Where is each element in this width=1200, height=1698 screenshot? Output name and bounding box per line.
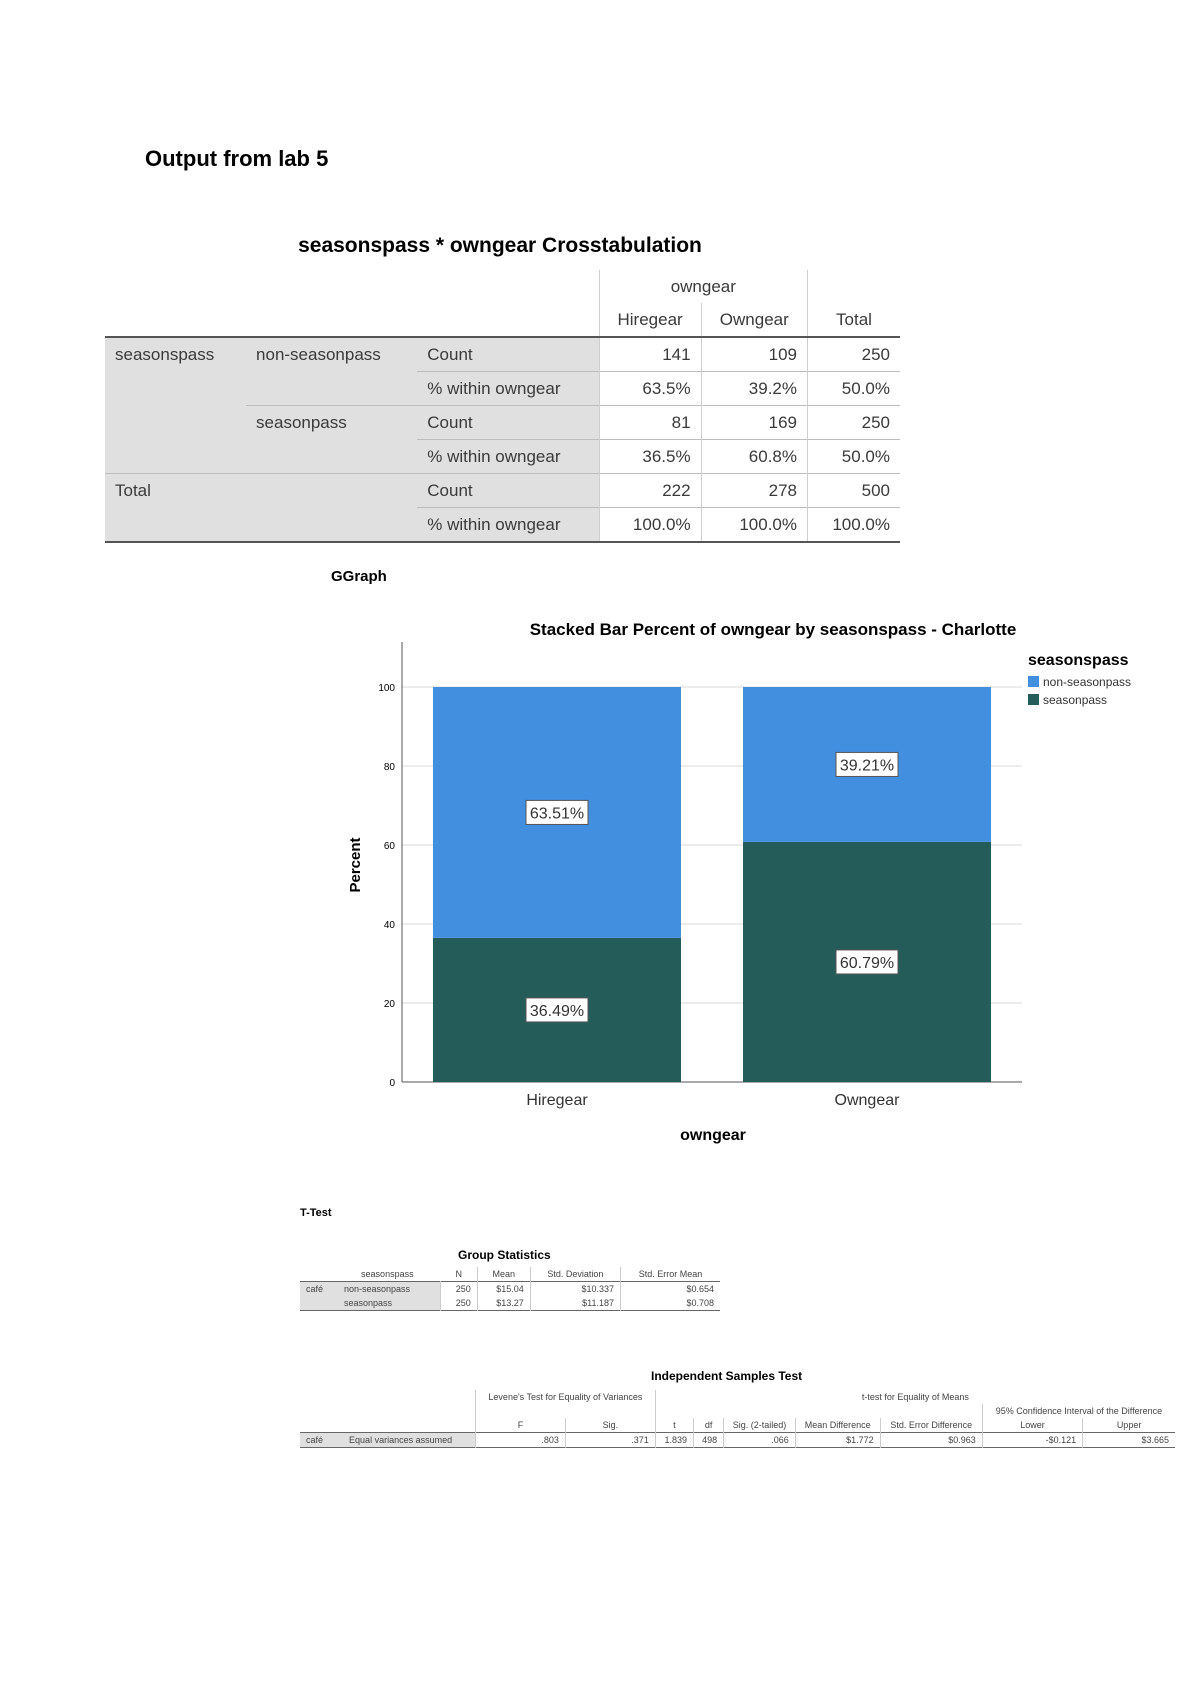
ist-header-meandiff: Mean Difference <box>795 1418 880 1433</box>
cell: $15.04 <box>477 1282 530 1297</box>
cell: 498 <box>694 1433 724 1448</box>
crosstab-title: seasonspass * owngear Crosstabulation <box>298 234 702 257</box>
cell: $13.27 <box>477 1296 530 1311</box>
cell: 169 <box>701 406 807 440</box>
cell: 250 <box>441 1282 478 1297</box>
y-tick-label: 0 <box>389 1078 395 1089</box>
stat-label: % within owngear <box>417 440 599 474</box>
col-header-owngear: Owngear <box>701 303 807 337</box>
legend-item-label: seasonpass <box>1043 693 1108 707</box>
gs-header-group: seasonspass <box>361 1269 414 1279</box>
data-label: 39.21% <box>839 757 895 775</box>
cell: 50.0% <box>808 440 901 474</box>
cell: 100.0% <box>701 508 807 543</box>
cell: 250 <box>441 1296 478 1311</box>
y-tick-label: 20 <box>383 999 395 1010</box>
group-stats-table <box>300 1267 720 1311</box>
gs-group-label: non-seasonpass <box>338 1282 441 1297</box>
data-label: 60.79% <box>839 954 895 972</box>
ci-header: 95% Confidence Interval of the Difference <box>982 1404 1175 1418</box>
legend-swatch <box>1028 676 1039 687</box>
x-axis-title: owngear <box>680 1127 746 1144</box>
cell: 100.0% <box>808 508 901 543</box>
y-tick-label: 80 <box>383 762 395 773</box>
x-tick-label: Owngear <box>834 1092 900 1109</box>
ist-var-label: café <box>300 1433 343 1448</box>
cell: 250 <box>808 337 901 372</box>
col-header-hiregear: Hiregear <box>599 303 701 337</box>
cell: $1.772 <box>795 1433 880 1448</box>
cell: .803 <box>476 1433 566 1448</box>
y-tick-label: 100 <box>378 683 395 694</box>
document-title: Output from lab 5 <box>145 146 329 171</box>
cell: $0.963 <box>880 1433 982 1448</box>
cell: $0.654 <box>621 1282 720 1297</box>
stacked-bar-chart <box>330 610 1150 1150</box>
gs-var-label: café <box>300 1282 338 1311</box>
cell: 222 <box>599 474 701 508</box>
y-tick-label: 60 <box>383 841 395 852</box>
total-label: Total <box>105 474 417 543</box>
cell: 278 <box>701 474 807 508</box>
gs-header-mean: Mean <box>477 1267 530 1282</box>
cell: -$0.121 <box>982 1433 1082 1448</box>
stat-label: % within owngear <box>417 508 599 543</box>
ist-header-df: df <box>694 1418 724 1433</box>
legend-swatch <box>1028 694 1039 705</box>
gs-header-se: Std. Error Mean <box>621 1267 720 1282</box>
stat-label: Count <box>417 474 599 508</box>
ttest-header: t-test for Equality of Means <box>655 1390 1175 1404</box>
crosstab-table <box>105 270 900 543</box>
cell: $3.665 <box>1083 1433 1175 1448</box>
ist-header-sig: Sig. <box>565 1418 655 1433</box>
legend-item-label: non-seasonpass <box>1043 675 1132 689</box>
cell: 50.0% <box>808 372 901 406</box>
cell: 63.5% <box>599 372 701 406</box>
cell: $0.708 <box>621 1296 720 1311</box>
y-axis-title: Percent <box>347 837 364 893</box>
cell: .371 <box>565 1433 655 1448</box>
row-group-label: non-seasonpass <box>246 337 417 406</box>
data-label: 36.49% <box>529 1002 585 1020</box>
ind-test-title: Independent Samples Test <box>651 1369 803 1383</box>
ist-header-sig2: Sig. (2-tailed) <box>724 1418 796 1433</box>
cell: 500 <box>808 474 901 508</box>
x-tick-label: Hiregear <box>526 1092 588 1109</box>
row-var-label: seasonspass <box>105 337 246 474</box>
col-group-header: owngear <box>599 270 807 303</box>
row-group-label: seasonpass <box>246 406 417 474</box>
data-label: 63.51% <box>529 805 585 823</box>
ttest-label: T-Test <box>300 1207 332 1219</box>
gs-header-sd: Std. Deviation <box>530 1267 620 1282</box>
stat-label: Count <box>417 406 599 440</box>
cell: 36.5% <box>599 440 701 474</box>
legend-title: seasonspass <box>1028 652 1129 669</box>
levene-header: Levene's Test for Equality of Variances <box>476 1390 656 1404</box>
cell: 60.8% <box>701 440 807 474</box>
ist-header-lower: Lower <box>982 1418 1082 1433</box>
stat-label: Count <box>417 337 599 372</box>
cell: $11.187 <box>530 1296 620 1311</box>
cell: .066 <box>724 1433 796 1448</box>
ist-header-f: F <box>476 1418 566 1433</box>
chart-title: Stacked Bar Percent of owngear by seasonspass - Charlotte <box>529 620 1017 639</box>
cell: $10.337 <box>530 1282 620 1297</box>
stat-label: % within owngear <box>417 372 599 406</box>
cell: 109 <box>701 337 807 372</box>
cell: 250 <box>808 406 901 440</box>
y-tick-label: 40 <box>383 920 395 931</box>
ind-test-table <box>300 1390 1175 1448</box>
cell: 100.0% <box>599 508 701 543</box>
ggraph-label: GGraph <box>331 568 387 585</box>
gs-group-label: seasonpass <box>338 1296 441 1311</box>
col-header-total: Total <box>808 303 901 337</box>
ist-header-sediff: Std. Error Difference <box>880 1418 982 1433</box>
group-stats-title: Group Statistics <box>458 1248 551 1262</box>
ist-header-t: t <box>655 1418 693 1433</box>
cell: 141 <box>599 337 701 372</box>
gs-header-n: N <box>455 1269 462 1279</box>
ist-header-upper: Upper <box>1083 1418 1175 1433</box>
cell: 39.2% <box>701 372 807 406</box>
ist-row-label: Equal variances assumed <box>343 1433 476 1448</box>
cell: 1.839 <box>655 1433 693 1448</box>
cell: 81 <box>599 406 701 440</box>
